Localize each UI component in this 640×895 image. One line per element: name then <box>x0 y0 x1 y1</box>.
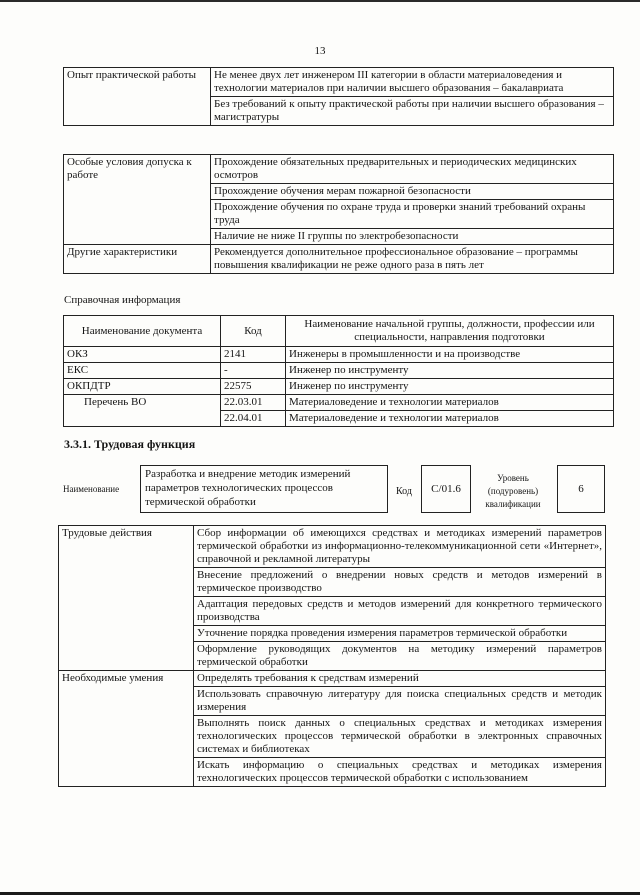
experience-line: Не менее двух лет инженером III категории в области материаловедения и технологии материалов при наличии высшего образования – бакалавриата <box>211 68 613 97</box>
skill-item: Выполнять поиск данных о специальных средствах и методиках измерения технологических процессов термической обработки в электронных справочных системах и библиотеках <box>194 716 605 758</box>
function-name-label: Наименование <box>63 484 120 494</box>
ref-header-code: Код <box>221 316 286 347</box>
condition-item: Прохождение обязательных предварительных и периодических медицинских осмотров <box>211 155 613 184</box>
ref-header-name: Наименование начальной группы, должности, профессии или специальности, направления подготовки <box>286 316 614 347</box>
scan-top-edge <box>0 0 640 2</box>
table-row <box>64 379 614 395</box>
action-item: Внесение предложений о внедрении новых средств и методов измерений в термическое производство <box>194 568 605 597</box>
action-item: Адаптация передовых средств и методов измерений для конкретного термического производства <box>194 597 605 626</box>
ref-doc: ОКПДТР <box>64 379 221 395</box>
function-heading: 3.3.1. Трудовая функция <box>64 437 196 451</box>
action-item: Сбор информации об имеющихся средствах и методиках измерений параметров термической обработки из информационно-телекоммуникационной сети «Интернет», справочной и рекламной литературы <box>194 526 605 568</box>
reference-table <box>63 315 614 427</box>
action-item: Оформление руководящих документов на методику измерений параметров термической обработки <box>197 643 602 668</box>
table-row <box>64 363 614 379</box>
function-code-label: Код <box>396 486 412 497</box>
conditions-label: Особые условия допуска к работе <box>64 155 211 245</box>
skills-values <box>194 671 606 787</box>
ref-code: 22575 <box>221 379 286 395</box>
ref-name: Материаловедение и технологии материалов <box>286 411 614 427</box>
experience-line: Без требований к опыту практической работы при наличии высшего образования – магистратуры <box>214 98 604 123</box>
ref-header-doc: Наименование документа <box>64 316 221 347</box>
experience-table <box>63 67 614 126</box>
ref-doc: ЕКС <box>64 363 221 379</box>
condition-item: Прохождение обучения мерам пожарной безопасности <box>211 184 613 200</box>
action-item: Уточнение порядка проведения измерения параметров термической обработки <box>194 626 605 642</box>
ref-code: - <box>221 363 286 379</box>
function-level-value: 6 <box>557 465 605 513</box>
experience-values <box>211 68 614 126</box>
experience-label: Опыт практической работы <box>64 68 211 126</box>
ref-code: 22.04.01 <box>221 411 286 427</box>
condition-item: Наличие не ниже II группы по электробезопасности <box>214 230 459 242</box>
actions-label: Трудовые действия <box>59 526 194 671</box>
ref-doc: Перечень ВО <box>64 395 221 427</box>
ref-name: Инженер по инструменту <box>286 363 614 379</box>
conditions-values <box>211 155 614 245</box>
skill-item: Определять требования к средствам измерений <box>194 671 605 687</box>
ref-code: 2141 <box>221 347 286 363</box>
other-text: Рекомендуется дополнительное профессиональное образование – программы повышения квалификации не реже одного раза в пять лет <box>211 245 614 274</box>
function-name-value: Разработка и внедрение методик измерений параметров технологических процессов термической обработки <box>140 465 388 513</box>
ref-doc: ОКЗ <box>64 347 221 363</box>
skill-item: Искать информацию о специальных средствах и методиках измерения технологических процессов термической обработки с использованием <box>197 759 602 784</box>
ref-name: Инженер по инструменту <box>286 379 614 395</box>
other-label: Другие характеристики <box>64 245 211 274</box>
actions-values <box>194 526 606 671</box>
reference-title: Справочная информация <box>64 294 181 306</box>
function-level-label: Уровень (подуровень) квалификации <box>485 473 541 509</box>
skill-item: Использовать справочную литературу для поиска специальных средств и методик измерения <box>194 687 605 716</box>
table-row <box>64 395 614 411</box>
ref-name: Материаловедение и технологии материалов <box>286 395 614 411</box>
actions-skills-table <box>58 525 606 787</box>
ref-name: Инженеры в промышленности и на производстве <box>286 347 614 363</box>
skills-label: Необходимые умения <box>59 671 194 787</box>
function-code-value: С/01.6 <box>421 465 471 513</box>
page-number: 13 <box>314 45 326 57</box>
ref-code: 22.03.01 <box>221 395 286 411</box>
table-row <box>64 347 614 363</box>
condition-item: Прохождение обучения по охране труда и проверки знаний требований охраны труда <box>211 200 613 229</box>
conditions-table <box>63 154 614 274</box>
